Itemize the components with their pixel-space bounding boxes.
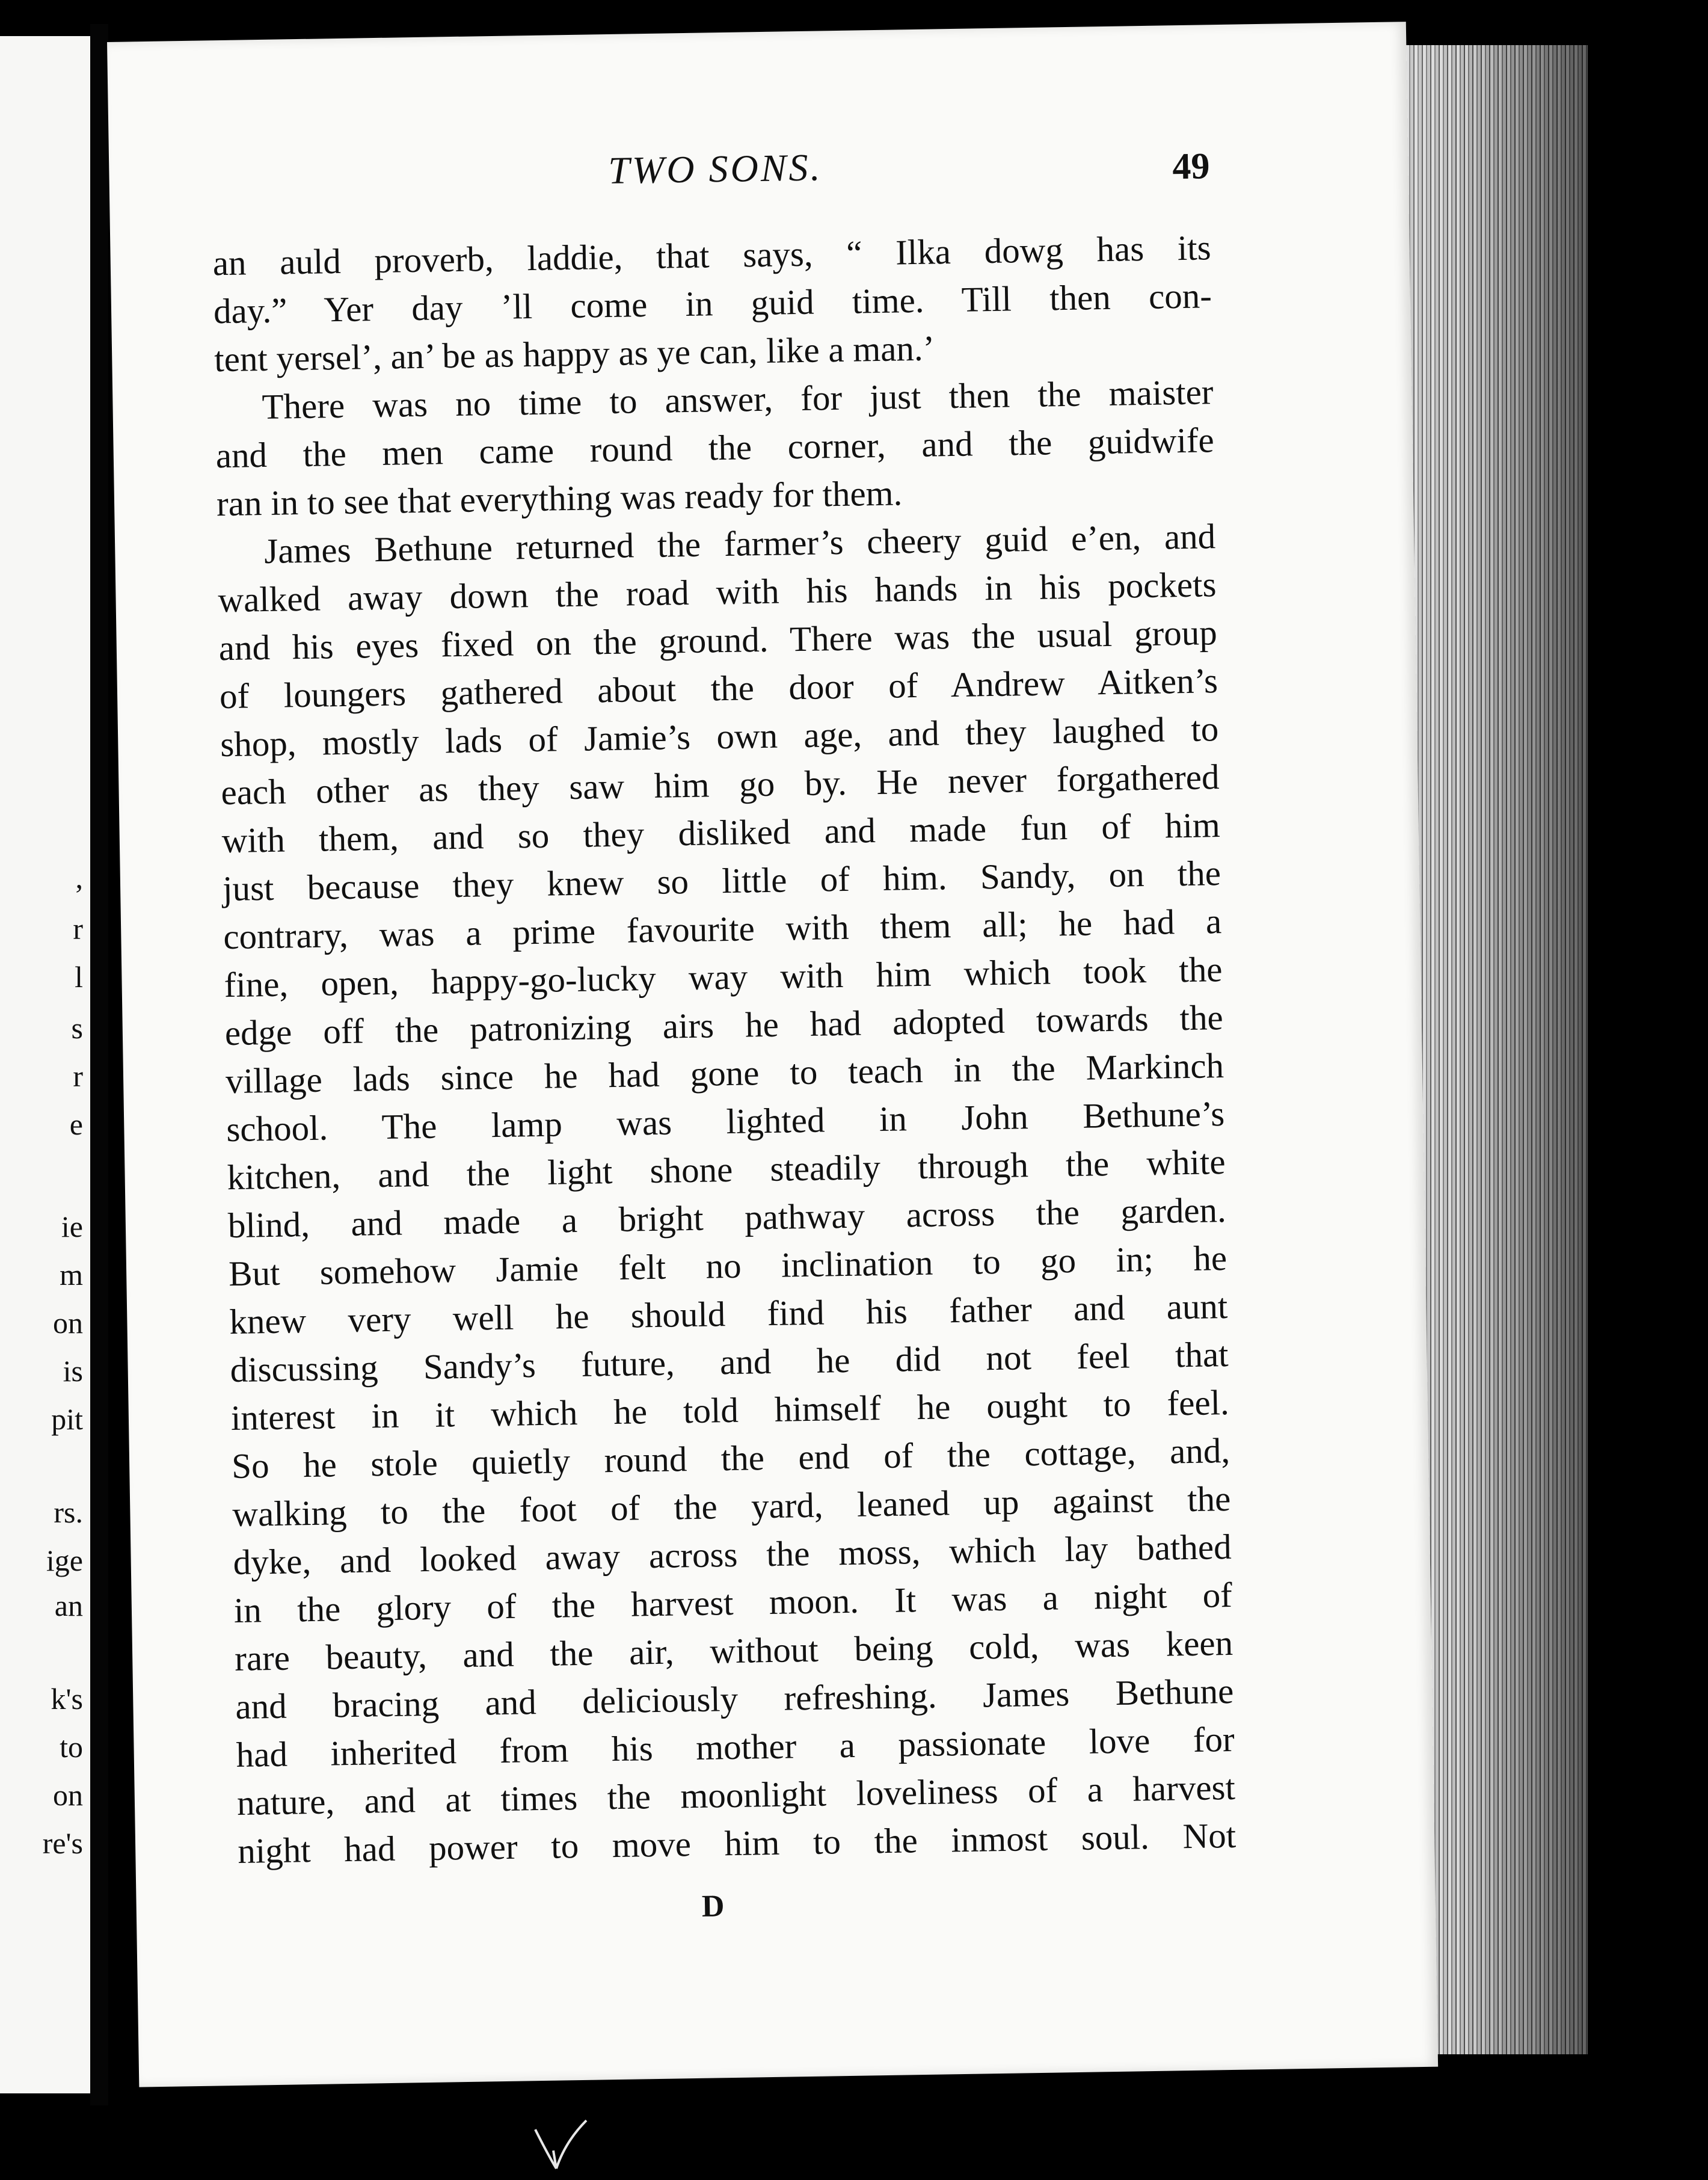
left-fragment: on [53, 1778, 83, 1812]
left-fragment: rs. [54, 1495, 83, 1529]
text-line: nature, and at times the moonlight loveliness of a harvest [236, 1767, 1236, 1823]
text-line: But somehow Jamie felt no inclination to go in; he [228, 1238, 1227, 1294]
book-gutter [90, 24, 108, 2105]
text-line: night had power to move him to the inmost soul. Not [237, 1815, 1236, 1871]
text-line: tent yersel’, an’ be as happy as ye can, like a man.’ [214, 328, 935, 380]
previous-page-edge [0, 36, 90, 2093]
text-line: James Bethune returned the farmer’s cheery guid e’en, and [263, 516, 1216, 571]
left-fragment: k's [51, 1682, 83, 1716]
text-line: blind, and made a bright pathway across the garden. [227, 1190, 1227, 1246]
text-line: So he stole quietly round the end of the cottage, and, [231, 1430, 1230, 1486]
page-number: 49 [1172, 146, 1210, 188]
text-line: school. The lamp was lighted in John Bethune’s [226, 1094, 1225, 1150]
text-line: and bracing and deliciously refreshing. James Bethune [235, 1670, 1234, 1726]
text-line: with them, and so they disliked and made fun of him [221, 805, 1221, 861]
book-page [107, 22, 1438, 2087]
left-fragment: l [75, 960, 83, 994]
left-fragment: to [60, 1730, 83, 1764]
text-line: rare beauty, and the air, without being cold, was keen [234, 1622, 1233, 1678]
left-fragment: ie [61, 1210, 83, 1243]
text-line: each other as they saw him go by. He never forgathered [221, 757, 1220, 813]
text-line: walking to the foot of the yard, leaned up against the [232, 1478, 1231, 1535]
left-fragment: an [54, 1589, 83, 1622]
text-line: edge off the patronizing airs he had adopted towards the [224, 997, 1224, 1053]
body-text [212, 223, 1236, 1875]
signature-mark: D [701, 1889, 725, 1924]
text-line: dyke, and looked away across the moss, which lay bathed [233, 1526, 1232, 1583]
text-line: and his eyes fixed on the ground. There was the usual group [218, 612, 1218, 668]
text-line: and the men came round the corner, and the guidwife [215, 420, 1215, 476]
left-fragment: s [71, 1011, 83, 1045]
text-line: had inherited from his mother a passionate love for [236, 1719, 1235, 1775]
left-fragment: is [63, 1354, 83, 1388]
left-fragment: ige [46, 1544, 83, 1577]
left-fragment: pit [51, 1402, 83, 1436]
text-line: walked away down the road with his hands in his pockets [218, 564, 1217, 620]
binding-thread-mark [529, 2117, 589, 2172]
text-line: kitchen, and the light shone steadily through the white [227, 1142, 1226, 1198]
running-head: TWO SONS. [607, 146, 823, 192]
text-line: an auld proverb, laddie, that says, “ Ilka dowg has its [212, 227, 1212, 283]
text-line: shop, mostly lads of Jamie’s own age, and they laughed to [220, 709, 1219, 765]
left-fragment: r [73, 912, 83, 946]
left-fragment: e [69, 1107, 83, 1141]
left-fragment: on [53, 1306, 83, 1340]
text-line: in the glory of the harvest moon. It was a night of [233, 1574, 1233, 1631]
left-fragment: m [60, 1258, 83, 1292]
text-line: fine, open, happy-go-lucky way with him which took the [224, 949, 1223, 1005]
left-fragment: , [75, 861, 83, 894]
left-fragment: re's [42, 1826, 83, 1860]
text-line: village lads since he had gone to teach in the Markinch [225, 1045, 1224, 1101]
text-line: There was no time to answer, for just then the maister [262, 372, 1214, 427]
left-fragment: r [73, 1059, 83, 1093]
text-line: ran in to see that everything was ready for them. [216, 473, 903, 524]
text-line: just because they knew so little of him. Sandy, on the [222, 853, 1221, 909]
text-line: contrary, was a prime favourite with them all; he had a [223, 901, 1222, 957]
text-line: interest in it which he told himself he ought to feel. [230, 1382, 1230, 1438]
text-line: day.” Yer day ’ll come in guid time. Till then con- [213, 276, 1212, 331]
text-line: knew very well he should find his father and aunt [229, 1286, 1228, 1342]
text-line: discussing Sandy’s future, and he did not feel that [230, 1334, 1229, 1390]
text-line: of loungers gathered about the door of Andrew Aitken’s [219, 660, 1218, 716]
